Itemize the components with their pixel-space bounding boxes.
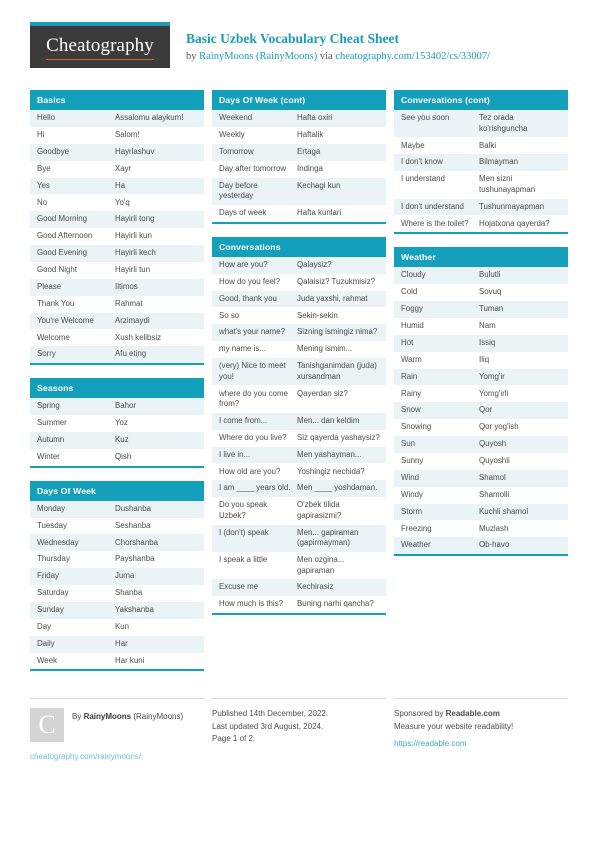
cell-term: Weather (401, 540, 431, 550)
table-row (30, 568, 204, 585)
cell-term: I understand (401, 174, 445, 184)
avatar: C (30, 708, 64, 742)
table-row (394, 110, 568, 137)
cell-term: Where do you live? (219, 432, 287, 442)
table-header: Conversations (cont) (394, 90, 568, 110)
cell-term: I live in... (219, 449, 251, 459)
cell-term: How do you feel? (219, 276, 280, 286)
cell-term: Tuesday (37, 520, 67, 530)
cell-term: my name is... (219, 344, 266, 354)
cell-term: Good Morning (37, 214, 88, 224)
table-row (212, 385, 386, 412)
table-row (30, 551, 204, 568)
table-body (394, 267, 568, 556)
cell-term: Foggy (401, 304, 423, 314)
cell-translation: Men ____ yoshdaman. (297, 483, 378, 493)
table-row (212, 480, 386, 497)
cell-translation: Muzlash (479, 523, 509, 533)
table-row (212, 257, 386, 274)
table-body (394, 110, 568, 234)
cell-translation: Kechirasiz (297, 582, 334, 592)
table-row (30, 245, 204, 262)
cell-term: Autumn (37, 435, 65, 445)
table-header: Basics (30, 90, 204, 110)
cell-translation: Men ozgina... gapiraman (297, 555, 345, 575)
cell-translation: Yo'q (115, 197, 130, 207)
cell-term: Day (37, 621, 52, 631)
page-footer (30, 698, 570, 761)
cell-translation: Balki (479, 140, 497, 150)
cell-term: Freezing (401, 523, 432, 533)
table-row (30, 262, 204, 279)
table-row (394, 369, 568, 386)
cell-translation: Sekin-sekin (297, 310, 338, 320)
cell-translation: Hayirli kech (115, 248, 156, 258)
cell-translation: Dushanba (115, 503, 151, 513)
table-row (394, 487, 568, 504)
cell-translation: Rahmat (115, 298, 143, 308)
cell-translation: Shamolli (479, 489, 510, 499)
sponsor-link[interactable]: https://readable.com (394, 739, 467, 749)
cell-term: Good, thank you (219, 293, 277, 303)
table-row (394, 436, 568, 453)
table-row (212, 596, 386, 613)
published-date: Published 14th December, 2022. (212, 709, 329, 719)
table-row (394, 335, 568, 352)
table-header: Seasons (30, 378, 204, 398)
cell-term: How much is this? (219, 599, 284, 609)
table-row (394, 419, 568, 436)
cell-term: Winter (37, 451, 60, 461)
cell-translation: Kun (115, 621, 130, 631)
cell-translation: Kuz (115, 435, 129, 445)
cell-term: Warm (401, 354, 422, 364)
cell-translation: Tanishganimdan (juda) xursandman (297, 361, 377, 381)
table-row (394, 137, 568, 154)
cell-term: Wednesday (37, 537, 79, 547)
cell-translation: Shamol (479, 472, 506, 482)
cell-translation: Nam (479, 321, 496, 331)
table-row (212, 413, 386, 430)
table-row (30, 110, 204, 127)
cell-translation: Hayirli kun (115, 231, 152, 241)
footer-author-name: RainyMoons (83, 712, 132, 722)
columns-container (30, 90, 570, 684)
table-row (394, 318, 568, 335)
cell-term: Week (37, 655, 58, 665)
cell-term: So so (219, 310, 240, 320)
cell-translation: Hafta kunlari (297, 208, 342, 218)
table-row (30, 619, 204, 636)
table-row (394, 199, 568, 216)
by-label: By (72, 712, 84, 722)
table-row (30, 415, 204, 432)
cell-translation: Juda yaxshi, rahmat (297, 293, 368, 303)
table-row (30, 602, 204, 619)
table-row (394, 402, 568, 419)
cell-translation: Siz qayerda yashaysiz? (297, 432, 380, 442)
table-row (394, 385, 568, 402)
cell-term: Weekend (219, 113, 253, 123)
cell-translation: Hojatxona qayerda? (479, 218, 550, 228)
cell-translation: Iliq (479, 354, 490, 364)
profile-link[interactable]: cheatography.com/rainymoons/ (30, 752, 142, 762)
cell-term: Windy (401, 489, 423, 499)
table-row (212, 291, 386, 308)
cell-term: Rainy (401, 388, 422, 398)
table-row (30, 161, 204, 178)
table-block (394, 247, 568, 556)
cell-translation: Juma (115, 571, 135, 581)
cell-term: Sun (401, 439, 416, 449)
cell-term: Sorry (37, 349, 56, 359)
cell-translation: Men... gapiraman (gapirmayman) (297, 527, 359, 548)
table-row (30, 296, 204, 313)
table-row (30, 194, 204, 211)
cell-translation: Ob-havo (479, 540, 510, 550)
cell-translation: Iltimos (115, 281, 138, 291)
cell-term: You're Welcome (37, 315, 94, 325)
cell-translation: Bulutli (479, 270, 501, 280)
cell-translation: Salom! (115, 130, 140, 140)
table-row (30, 329, 204, 346)
cell-term: Thank You (37, 298, 75, 308)
cell-translation: Tuman (479, 304, 504, 314)
table-block (212, 90, 386, 224)
table-block (212, 237, 386, 615)
table-body (30, 501, 204, 672)
table-row (30, 313, 204, 330)
cell-translation: Hayirli tong (115, 214, 155, 224)
footer-author-handle: (RainyMoons) (131, 712, 184, 722)
table-row (30, 279, 204, 296)
table-row (30, 398, 204, 415)
cell-term: I (don't) speak (219, 527, 269, 537)
table-row (212, 579, 386, 596)
table-row (394, 284, 568, 301)
table-row (30, 144, 204, 161)
table-row (212, 525, 386, 552)
cell-translation: O'zbek tilida gapirasizmi? (297, 500, 342, 520)
table-row (394, 520, 568, 537)
table-body (30, 398, 204, 468)
cell-term: I don't know (401, 157, 443, 167)
table-row (212, 161, 386, 178)
cell-term: Good Afternoon (37, 231, 93, 241)
table-row (30, 449, 204, 466)
table-row (30, 432, 204, 449)
cell-translation: Yoz (115, 418, 128, 428)
cell-term: Yes (37, 180, 50, 190)
table-row (212, 430, 386, 447)
logo-box (30, 26, 170, 68)
footer-sponsor-column (394, 698, 568, 761)
cell-translation: Xayr (115, 163, 132, 173)
table-row (30, 501, 204, 518)
cell-translation: Quyosh (479, 439, 507, 449)
cell-term: Tomorrow (219, 146, 254, 156)
byline-via: via (317, 51, 336, 62)
cell-term: Rain (401, 371, 418, 381)
table-row (212, 358, 386, 385)
cell-term: Snow (401, 405, 421, 415)
table-row (30, 636, 204, 653)
page-header (30, 22, 570, 78)
table-row (30, 127, 204, 144)
table-row (212, 127, 386, 144)
cell-term: Daily (37, 638, 55, 648)
cheatography-logo[interactable] (30, 22, 170, 68)
cell-translation: Seshanba (115, 520, 151, 530)
cell-translation: Xush kelibsiz (115, 332, 162, 342)
cell-term: where do you come from? (219, 388, 288, 409)
cell-translation: Kuchli shamol (479, 506, 529, 516)
table-row (212, 341, 386, 358)
table-row (394, 504, 568, 521)
cell-term: Cloudy (401, 270, 426, 280)
cell-term: How old are you? (219, 466, 281, 476)
cell-translation: Kechagi kun (297, 180, 341, 190)
cell-translation: Sizning ismingiz nima? (297, 327, 378, 337)
cell-term: Maybe (401, 140, 425, 150)
table-row (212, 552, 386, 579)
table-row (212, 144, 386, 161)
sponsor-tagline: Measure your website readability! (394, 721, 514, 731)
table-block (30, 481, 204, 672)
table-row (212, 178, 386, 205)
cell-translation: Qayerdan siz? (297, 388, 348, 398)
page-title: Basic Uzbek Vocabulary Cheat Sheet (186, 31, 400, 46)
updated-date: Last updated 3rd August, 2024. (212, 721, 324, 731)
table-row (212, 307, 386, 324)
logo-text: Cheatography (46, 35, 154, 60)
byline (186, 50, 490, 63)
table-row (212, 497, 386, 524)
table-body (212, 110, 386, 224)
author-info (72, 708, 183, 742)
cell-term: Humid (401, 321, 424, 331)
cell-term: Saturday (37, 588, 69, 598)
cell-term: Do you speak Uzbek? (219, 500, 268, 520)
cell-term: Bye (37, 163, 51, 173)
cell-translation: Ertaga (297, 146, 321, 156)
author-link[interactable]: RainyMoons (RainyMoons) (199, 51, 318, 62)
cell-translation: Chorshanba (115, 537, 158, 547)
cell-translation: Bahor (115, 401, 137, 411)
cell-term: I come from... (219, 415, 268, 425)
table-row (394, 267, 568, 284)
cell-term: Hello (37, 113, 55, 123)
cell-translation: Haftalik (297, 130, 324, 140)
table-row (30, 228, 204, 245)
cell-translation: Yoshingiz nechida? (297, 466, 365, 476)
column-3 (394, 90, 568, 569)
cell-translation: Yakshanba (115, 605, 154, 615)
cell-translation: Tez orada ko'rishguncha (479, 113, 528, 133)
table-row (30, 518, 204, 535)
table-header: Weather (394, 247, 568, 267)
cell-term: Please (37, 281, 62, 291)
column-2 (212, 90, 386, 628)
cell-term: Thursday (37, 554, 70, 564)
cell-translation: Qor (479, 405, 493, 415)
table-block (394, 90, 568, 234)
table-row (30, 585, 204, 602)
footer-author-column (30, 698, 204, 761)
sponsor-name: Readable.com (445, 709, 500, 719)
cell-translation: Hayrlashuv (115, 146, 155, 156)
cell-term: Good Night (37, 265, 77, 275)
cell-translation: Men yashayman... (297, 449, 362, 459)
table-row (394, 215, 568, 232)
cell-translation: Mening ismim... (297, 344, 353, 354)
table-row (30, 346, 204, 363)
cell-translation: Issiq (479, 337, 496, 347)
cell-translation: Qish (115, 451, 132, 461)
cell-translation: Buning narhi qancha? (297, 599, 374, 609)
cell-term: Summer (37, 418, 67, 428)
cell-term: Day before yesterday (219, 180, 258, 201)
cell-translation: Payshanba (115, 554, 155, 564)
table-header: Conversations (212, 237, 386, 257)
table-body (30, 110, 204, 365)
cell-term: Hi (37, 130, 45, 140)
cell-term: See you soon (401, 113, 450, 123)
cell-term: Sunny (401, 456, 424, 466)
table-row (394, 352, 568, 369)
cell-term: I don't understand (401, 201, 464, 211)
table-body (212, 257, 386, 615)
sponsor-prefix: Sponsored by (394, 709, 446, 719)
table-row (212, 447, 386, 464)
footer-publish-column (212, 698, 386, 761)
cell-term: Weekly (219, 130, 245, 140)
cell-term: Monday (37, 503, 66, 513)
table-row (30, 178, 204, 195)
cell-term: I speak a little (219, 555, 268, 565)
table-header: Days Of Week (cont) (212, 90, 386, 110)
cell-term: (very) Nice to meet you! (219, 361, 286, 381)
cell-translation: Yomg'ir (479, 371, 505, 381)
table-row (394, 171, 568, 198)
cell-translation: Shanba (115, 588, 143, 598)
cell-term: Day after tomorrow (219, 163, 287, 173)
table-row (394, 301, 568, 318)
cell-translation: Indinga (297, 163, 323, 173)
cell-translation: Qor yog'ish (479, 422, 519, 432)
table-row (212, 274, 386, 291)
cell-term: Good Evening (37, 248, 88, 258)
cell-translation: Yomg'irli (479, 388, 509, 398)
cell-translation: Men... dan keldim (297, 415, 360, 425)
cell-translation: Har kuni (115, 655, 145, 665)
table-row (30, 211, 204, 228)
source-url-link[interactable]: cheatography.com/153402/cs/33007/ (335, 51, 491, 62)
table-header: Days Of Week (30, 481, 204, 501)
cell-term: Sunday (37, 605, 64, 615)
cell-term: No (37, 197, 48, 207)
cell-term: Spring (37, 401, 60, 411)
page-number: Page 1 of 2. (212, 734, 256, 744)
cell-translation: Assalomu alaykum! (115, 113, 184, 123)
table-row (212, 324, 386, 341)
table-block (30, 90, 204, 365)
cell-translation: Qalaisiz? Tuzukmisiz? (297, 276, 376, 286)
cell-translation: Qalaysiz? (297, 259, 332, 269)
cell-translation: Har (115, 638, 128, 648)
cell-term: Snowing (401, 422, 432, 432)
column-1 (30, 90, 204, 684)
cell-term: I am ____ years old. (219, 483, 291, 493)
table-row (30, 653, 204, 670)
table-row (394, 453, 568, 470)
cell-term: Wind (401, 472, 419, 482)
table-row (394, 154, 568, 171)
cell-translation: Men sizni tushunayapman (479, 174, 536, 194)
table-row (30, 534, 204, 551)
table-row (212, 110, 386, 127)
cell-term: what's your name? (219, 327, 285, 337)
cell-translation: Afu eting (115, 349, 147, 359)
table-row (212, 205, 386, 222)
cell-term: Where is the toilet? (401, 218, 469, 228)
cell-term: Hot (401, 337, 414, 347)
cell-translation: Ha (115, 180, 126, 190)
cell-translation: Arzimaydi (115, 315, 150, 325)
cell-term: Friday (37, 571, 59, 581)
cell-translation: Tushunmayapman (479, 201, 545, 211)
cell-translation: Hayirli tun (115, 265, 151, 275)
title-group (170, 22, 490, 63)
cell-term: Days of week (219, 208, 267, 218)
cell-translation: Quyoshli (479, 456, 510, 466)
table-block (30, 378, 204, 468)
table-row (394, 537, 568, 554)
byline-prefix: by (186, 51, 200, 62)
cell-translation: Hafta oxiri (297, 113, 333, 123)
cell-term: Welcome (37, 332, 70, 342)
cell-term: Goodbye (37, 146, 70, 156)
table-row (394, 470, 568, 487)
table-row (212, 463, 386, 480)
cell-translation: Sovuq (479, 287, 502, 297)
cell-term: Excuse me (219, 582, 259, 592)
cell-term: Cold (401, 287, 418, 297)
sponsor-line (394, 708, 568, 721)
cell-term: How are you? (219, 259, 268, 269)
cell-term: Storm (401, 506, 423, 516)
cell-translation: Bilmayman (479, 157, 519, 167)
